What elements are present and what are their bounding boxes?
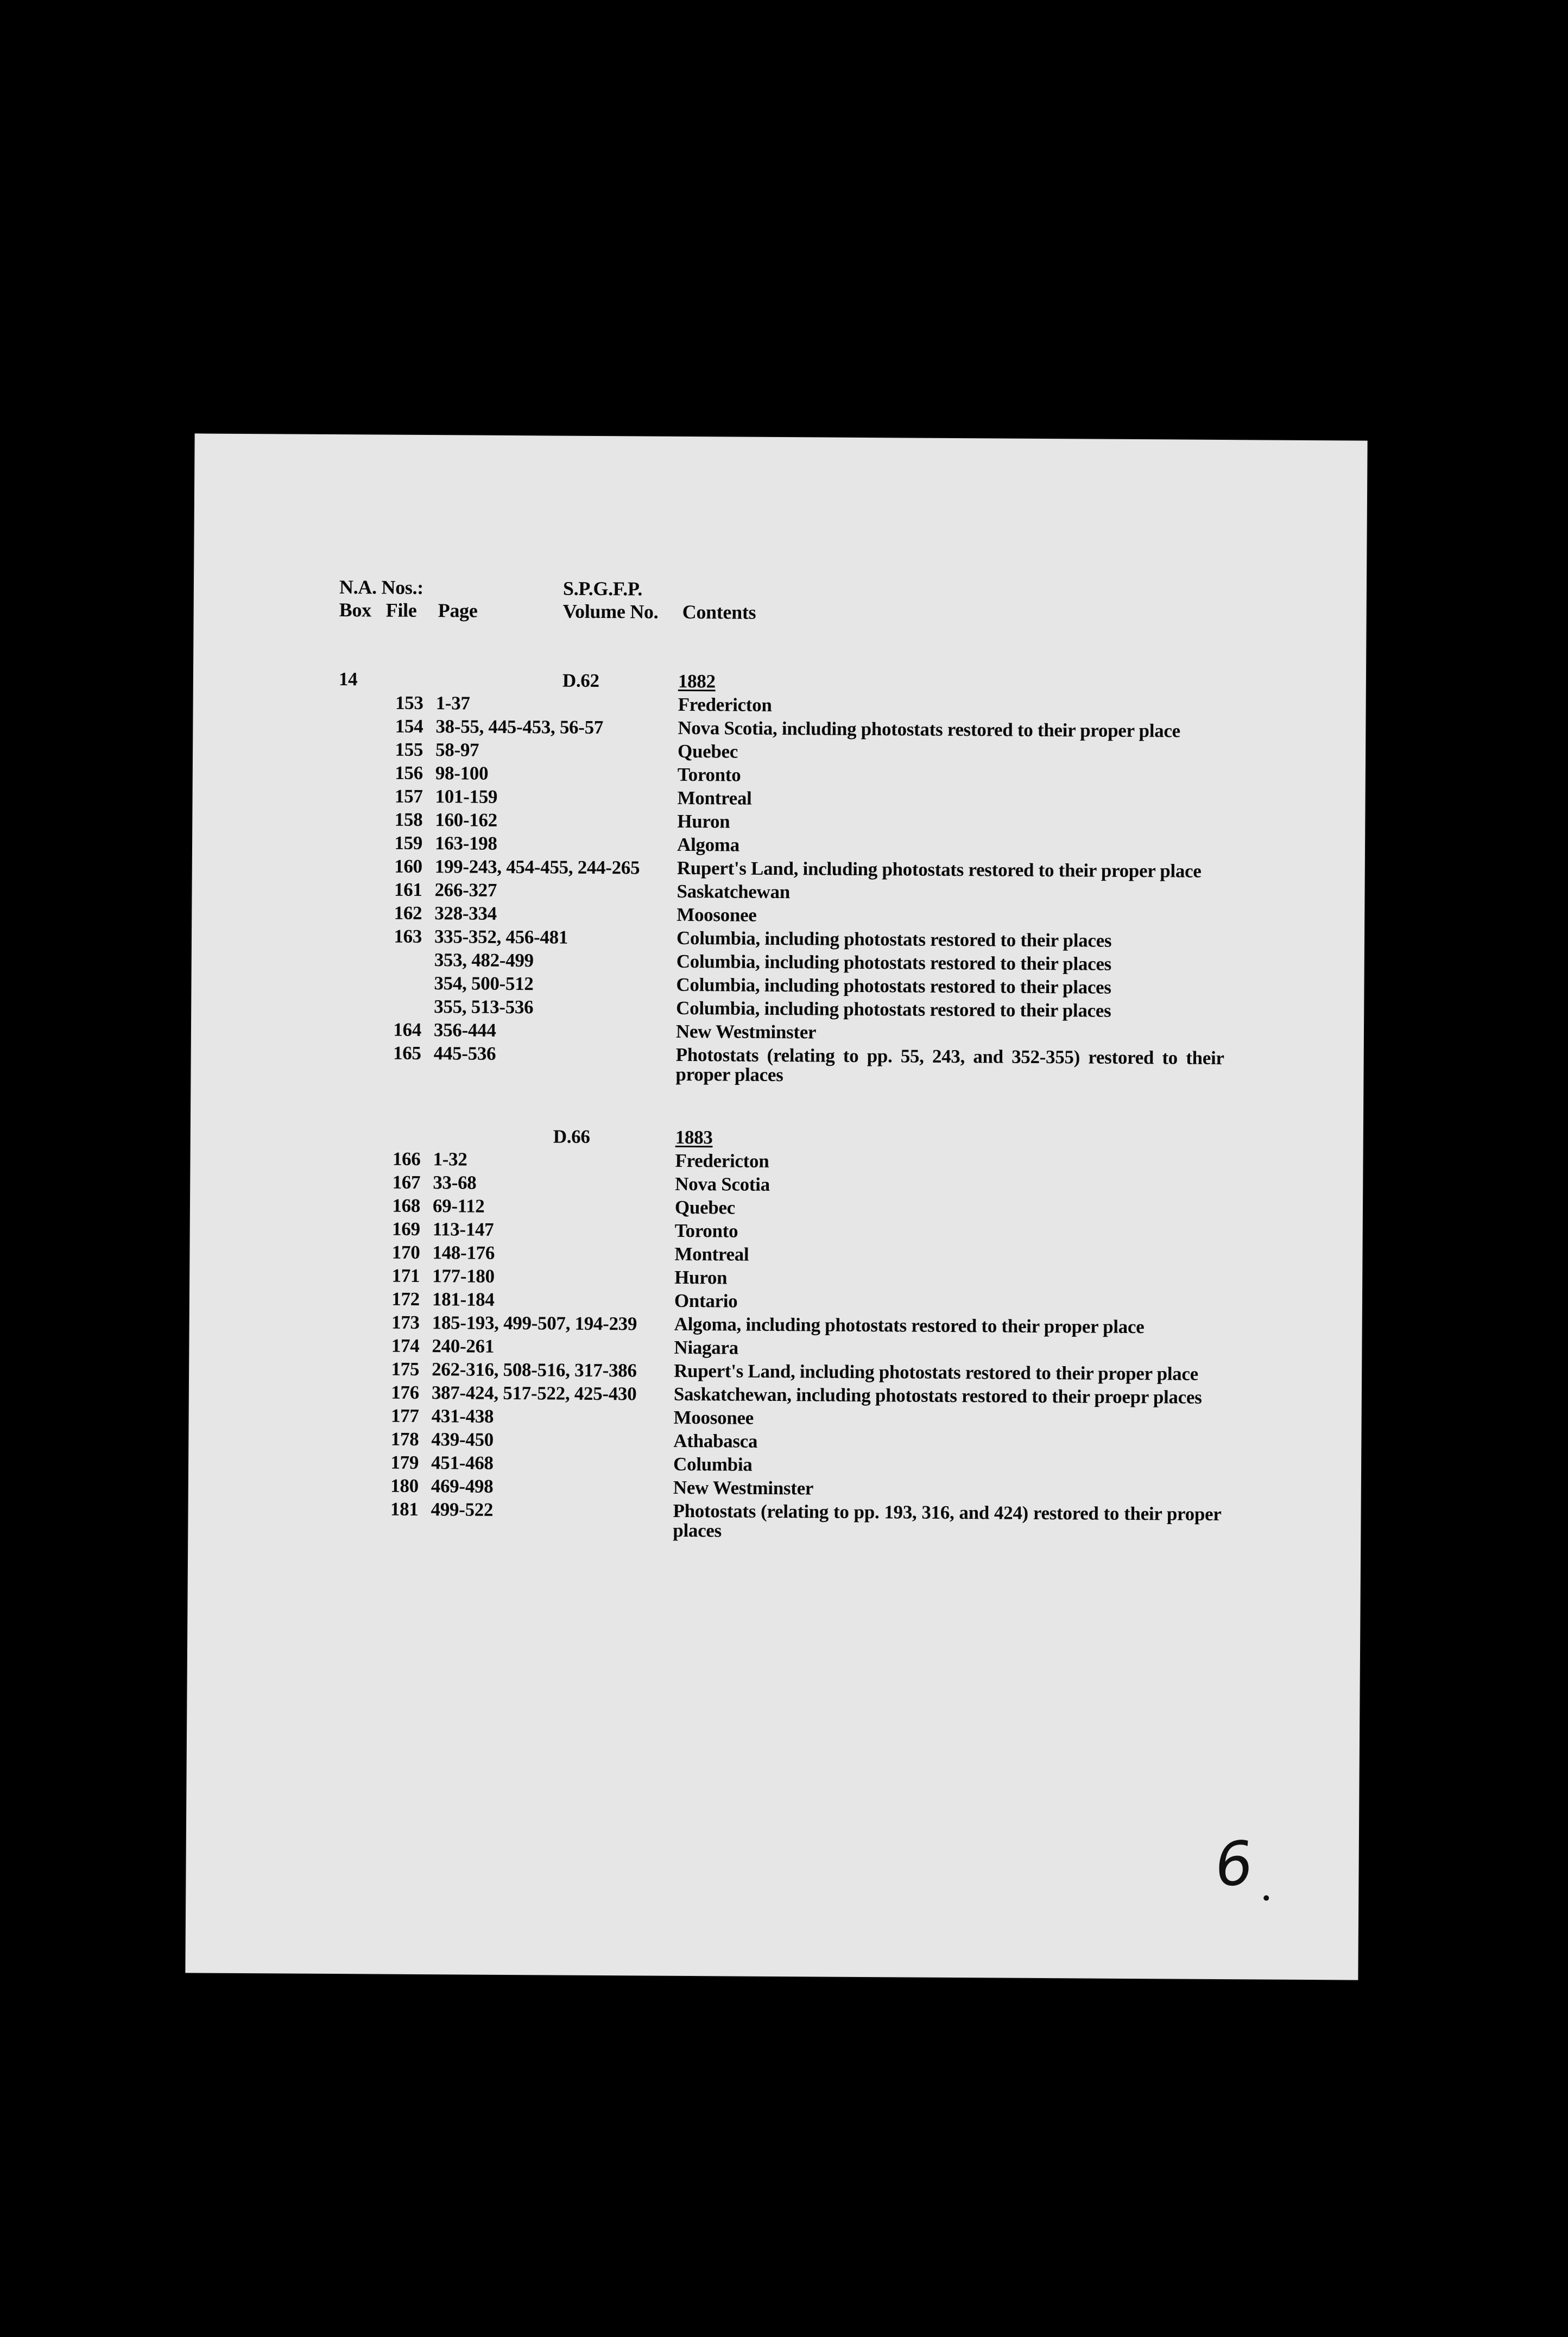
col-volume-header: Volume No. [562,600,659,623]
page-range: 98-100 [435,762,489,784]
contents-text: Rupert's Land, including photostats restored to their proper place [676,857,1202,882]
file-number: 159 [394,832,423,854]
contents-text: Toronto [677,763,741,786]
box-number: 14 [338,668,358,690]
file-number: 158 [394,809,423,831]
contents-text: Toronto [674,1220,738,1242]
file-number: 153 [395,692,423,714]
page-range: 266-327 [434,879,497,901]
page-range: 1-37 [435,692,470,714]
contents-text: Columbia, including photostats restored to their places [676,997,1111,1021]
page-range: 328-334 [434,902,497,924]
page-range: 469-498 [431,1475,494,1497]
page-range: 431-438 [431,1405,494,1427]
col-contents-header: Contents [682,601,756,623]
page-range: 353, 482-499 [434,949,534,971]
page-range: 101-159 [435,786,498,807]
file-number: 178 [390,1428,419,1450]
page-range: 439-450 [431,1429,494,1450]
page-range: 335-352, 456-481 [434,926,568,948]
contents-text: New Westminster [675,1020,817,1043]
page-range: 33-68 [433,1172,477,1193]
contents-text: Huron [677,810,730,832]
page-range: 445-536 [433,1043,496,1064]
page-range: 199-243, 454-455, 244-265 [434,856,640,879]
contents-text: Athabasca [673,1430,758,1452]
table-row [191,1040,1363,1093]
page-range: 160-162 [435,809,498,831]
contents-text: Moosonee [673,1406,754,1429]
contents-text: Columbia [673,1453,753,1475]
contents-text: Saskatchewan, including photostats restored to their proepr places [673,1383,1202,1408]
page-range: 387-424, 517-522, 425-430 [431,1382,637,1405]
page-range: 355, 513-536 [434,996,534,1018]
table-row [188,1496,1361,1549]
file-number: 181 [390,1498,419,1520]
contents-text: Nova Scotia, including photostats restored to their proper place [678,717,1180,742]
file-number: 164 [393,1019,422,1040]
page-range: 38-55, 445-453, 56-57 [435,716,604,738]
contents-text: Montreal [674,1243,749,1265]
contents-text: Fredericton [675,1149,769,1172]
document-content [185,433,1367,1980]
file-number: 156 [395,762,423,784]
file-number: 157 [394,785,423,807]
file-number: 155 [395,738,423,761]
contents-text: Montreal [677,787,752,809]
file-number: 180 [390,1475,419,1496]
contents-text: Quebec [678,740,738,762]
page-range: 163-198 [434,832,497,854]
contents-text: Moosonee [676,904,757,926]
file-number: 174 [391,1335,420,1356]
page-range: 240-261 [432,1335,495,1357]
na-nos-heading: N.A. Nos.: [339,576,424,599]
contents-text: Nova Scotia [675,1173,770,1195]
col-file-header: File [385,599,417,621]
contents-text: Photostats (relating to pp. 193, 316, and 424) restored to their proper places [673,1500,1222,1542]
file-number: 175 [391,1358,420,1380]
file-number: 169 [392,1218,420,1240]
file-number: 177 [390,1405,419,1426]
page-range: 499-522 [431,1499,494,1520]
page-range: 148-176 [432,1242,495,1264]
contents-text: Huron [674,1266,728,1288]
contents-text: Photostats (relating to pp. 55, 243, and 352-355) restored to their proper places [675,1044,1224,1086]
file-number: 170 [391,1241,420,1263]
page-range: 451-468 [431,1452,494,1474]
file-number: 166 [392,1148,421,1170]
file-number: 179 [390,1451,419,1473]
year-heading: 1883 [675,1126,713,1148]
col-page-header: Page [438,599,478,622]
contents-text: Algoma [676,833,740,856]
file-number: 163 [394,925,422,948]
file-number: 171 [391,1265,420,1286]
file-number: 167 [392,1171,421,1193]
page-range: 354, 500-512 [434,972,534,995]
contents-text: Columbia, including photostats restored to their places [676,927,1112,951]
page-range: 58-97 [435,739,479,761]
volume-number: D.62 [562,669,599,691]
year-heading: 1882 [678,670,716,692]
file-number: 176 [391,1381,420,1403]
page-range: 181-184 [432,1288,495,1310]
page-range: 69-112 [432,1195,485,1217]
page-range: 262-316, 508-516, 317-386 [432,1359,637,1381]
contents-text: Columbia, including photostats restored to their places [676,974,1111,998]
page-range: 1-32 [433,1148,467,1170]
contents-text: Algoma, including photostats restored to their proper place [674,1313,1145,1338]
file-number: 160 [394,855,422,877]
file-number: 168 [392,1195,421,1216]
page-range: 177-180 [432,1265,495,1287]
file-number: 162 [394,902,422,924]
handwritten-page-number: 6 [1211,1828,1256,1901]
contents-text: Fredericton [678,693,772,716]
contents-text: Ontario [674,1290,738,1312]
spgfp-heading: S.P.G.F.P. [562,577,643,600]
page-range: 356-444 [433,1019,496,1041]
contents-text: Rupert's Land, including photostats restored to their proper place [674,1360,1199,1385]
file-number: 173 [391,1311,420,1333]
contents-text: Columbia, including photostats restored to their places [676,950,1112,975]
file-number: 165 [393,1042,421,1064]
contents-text: Saskatchewan [676,880,791,903]
contents-text: New Westminster [673,1476,814,1499]
contents-text: Quebec [674,1196,736,1218]
file-number: 161 [394,879,422,901]
document-page [185,433,1367,1980]
col-box-header: Box [339,599,371,621]
handwritten-period [1263,1896,1269,1901]
page-range: 113-147 [432,1218,494,1240]
file-number: 172 [391,1288,420,1310]
contents-text: Niagara [674,1336,738,1359]
file-number: 154 [395,715,423,737]
volume-number: D.66 [553,1126,590,1147]
page-range: 185-193, 499-507, 194-239 [432,1312,637,1335]
